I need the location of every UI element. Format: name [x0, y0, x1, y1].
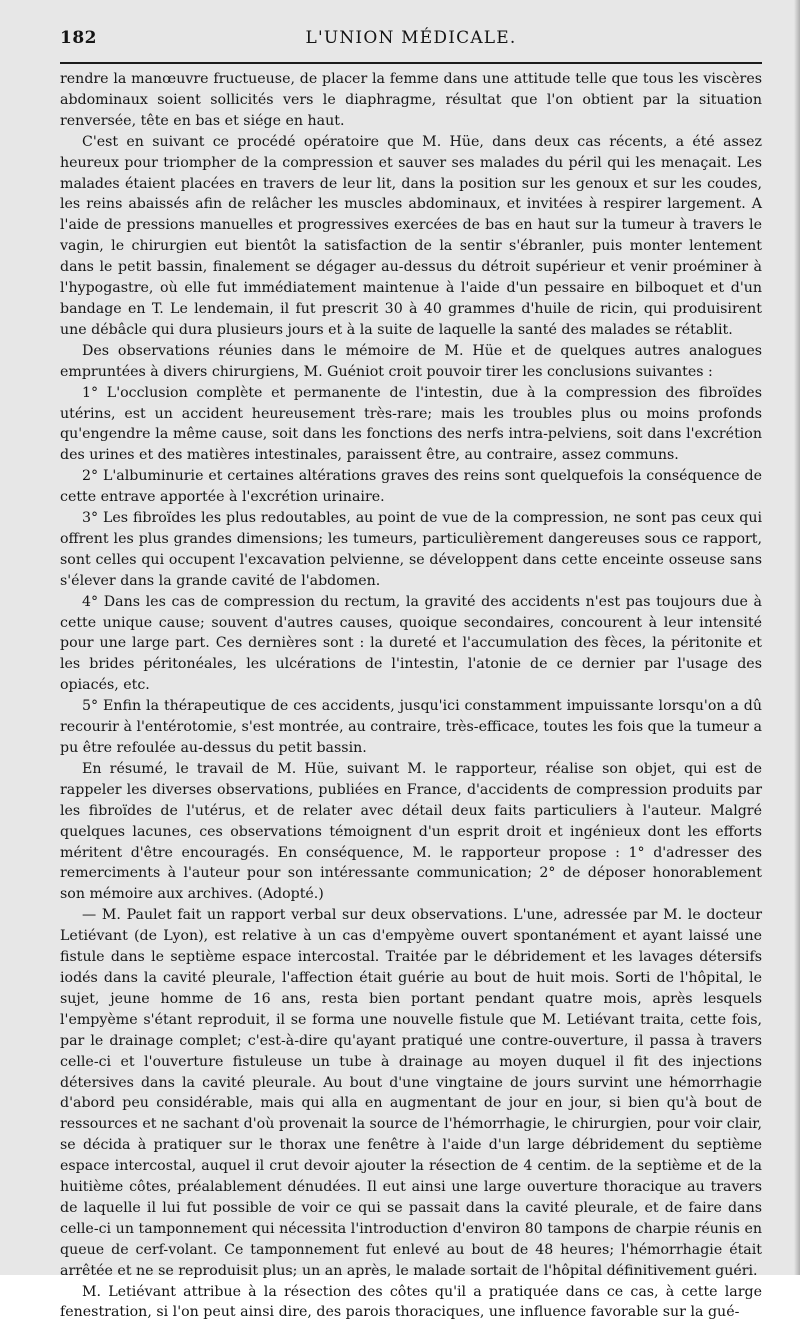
page-number: 182 [60, 28, 97, 48]
paragraph-summary: En résumé, le travail de M. Hüe, suivant M. le rapporteur, réalise son objet, qui est de rappeler les diverses observations, publiées en France, d'accidents de compression produits par les fibroïdes de l'utérus, et de relater avec détail deux faits particuliers à l'auteur. Malgré quelques lacunes, ces observations témoignent d'un esprit droit et ingénieux dont les efforts méritent d'être encouragés. En conséquence, M. le rapporteur propose : 1° d'adresser des remerciments à l'auteur pour son intéressante communication; 2° de déposer honorablement son mémoire aux archives. (Adopté.) [60, 760, 762, 903]
paragraph-continuation: rendre la manœuvre fructueuse, de placer la femme dans une attitude telle que tous les viscères abdominaux soient sollicités vers le diaphragme, résultat que l'on obtient par la situation renversée, tête en bas et siége en haut. [60, 71, 762, 129]
conclusion-3: 3° Les fibroïdes les plus redoutables, au point de vue de la compression, ne sont pas ceux qui offrent les plus grandes dimensions; les tumeurs, particulièrement dangereuses sous ce rapport, sont celles qui occupent l'excavation pelvienne, se développent dans cette enceinte osseuse sans s'élever dans la grande cavité de l'abdomen. [60, 510, 762, 589]
running-title: L'UNION MÉDICALE. [305, 28, 517, 48]
conclusion-4: 4° Dans les cas de compression du rectum, la gravité des accidents n'est pas toujours due à cette unique cause; souvent d'autres causes, quoique secondaires, concourent à leur intensité pour une large part. Ces dernières sont : la dureté et l'accumulation des fèces, la péritonite et les brides péritonéales, les ulcérations de l'intestin, l'atonie de ce dernier par l'usage des opiacés, etc. [60, 593, 762, 694]
paragraph-hue-procedure: C'est en suivant ce procédé opératoire que M. Hüe, dans deux cas récents, a été assez heureux pour triompher de la compression et sauver ses malades du péril qui les menaçait. Les malades étaient placées en travers de leur lit, dans la position sur les genoux et sur les coudes, les reins abaissés afin de relâcher les muscles abdominaux, et invitées à respirer largement. A l'aide de pressions manuelles et progressives exercées de bas en haut sur la tumeur à travers le vagin, le chirurgien eut bientôt la satisfaction de la sentir s'ébranler, puis monter lentement dans le petit bassin, finalement se dégager au-dessus du détroit supérieur et venir proéminer à l'hypogastre, où elle fut immédiatement maintenue à l'aide d'un pessaire en bilboquet et d'un bandage en T. Le lendemain, il fut prescrit 30 à 40 grammes d'huile de ricin, qui produisirent une débâcle qui dura plusieurs jours et à la suite de laquelle la santé des malades se rétablit. [60, 133, 762, 338]
paragraph-conclusions-intro: Des observations réunies dans le mémoire de M. Hüe et de quelques autres analogues empruntées à divers chirurgiens, M. Guéniot croit pouvoir tirer les conclusions suivantes : [60, 342, 762, 380]
page-header [60, 28, 762, 56]
paragraph-paulet-report: — M. Paulet fait un rapport verbal sur deux observations. L'une, adressée par M. le docteur Letiévant (de Lyon), est relative à un cas d'empyème ouvert spontanément et ayant laissé une fistule dans le septième espace intercostal. Traitée par le débridement et les lavages détersifs iodés dans la cavité pleurale, l'affection était guérie au bout de huit mois. Sorti de l'hôpital, le sujet, jeune homme de 16 ans, resta bien portant pendant quatre mois, après lesquels l'empyème s'étant reproduit, il se forma une nouvelle fistule que M. Letiévant traita, cette fois, par le drainage complet; c'est-à-dire qu'ayant pratiqué une contre-ouverture, il passa à travers celle-ci et l'ouverture fistuleuse un tube à drainage au moyen duquel il fit des injections détersives dans la cavité pleurale. Au bout d'une vingtaine de jours survint une hémorrhagie d'abord peu considérable, mais qui alla en augmentant de jour en jour, si bien qu'à bout de ressources et ne sachant d'où provenait la source de l'hémorrhagie, le chirurgien, pour voir clair, se décida à pratiquer sur le thorax une fenêtre à l'aide d'un large débridement du septième espace intercostal, auquel il crut devoir ajouter la résection de 4 centim. de la septième et de la huitième côtes, préalablement dénudées. Il eut ainsi une large ouverture thoracique au travers de laquelle il lui fut possible de voir ce qui se passait dans la cavité pleurale, et de faire dans celle-ci un tamponnement qui nécessita l'introduction d'environ 80 tampons de charpie réunis en queue de cerf-volant. Ce tamponnement fut enlevé au bout de 48 heures; l'hémorrhagie était arrêtée et ne se reproduisit plus; un an après, le malade sortait de l'hôpital définitivement guéri. [60, 907, 762, 1279]
conclusion-2: 2° L'albuminurie et certaines altérations graves des reins sont quelquefois la conséquence de cette entrave apportée à l'excrétion urinaire. [60, 468, 762, 506]
paragraph-letievant: M. Letiévant attribue à la résection des côtes qu'il a pratiquée dans ce cas, à cette large fenestration, si l'on peut ainsi dire, des parois thoraciques, une influence favorable sur la gué- [60, 1283, 762, 1321]
conclusion-1: 1° L'occlusion complète et permanente de l'intestin, due à la compression des fibroïdes utérins, est un accident heureusement très-rare; mais les troubles plus ou moins profonds qu'engendre la même cause, soit dans les fonctions des nerfs intra-pelviens, soit dans l'excrétion des urines et des matières intestinales, paraissent être, au contraire, assez communs. [60, 384, 762, 464]
header-rule [60, 62, 762, 64]
conclusion-5: 5° Enfin la thérapeutique de ces accidents, jusqu'ici constamment impuissante lorsqu'on a dû recourir à l'entérotomie, s'est montrée, au contraire, très-efficace, toutes les fois que la tumeur a pu être refoulée au-dessus du petit bassin. [60, 698, 762, 756]
body-text [60, 69, 762, 1323]
